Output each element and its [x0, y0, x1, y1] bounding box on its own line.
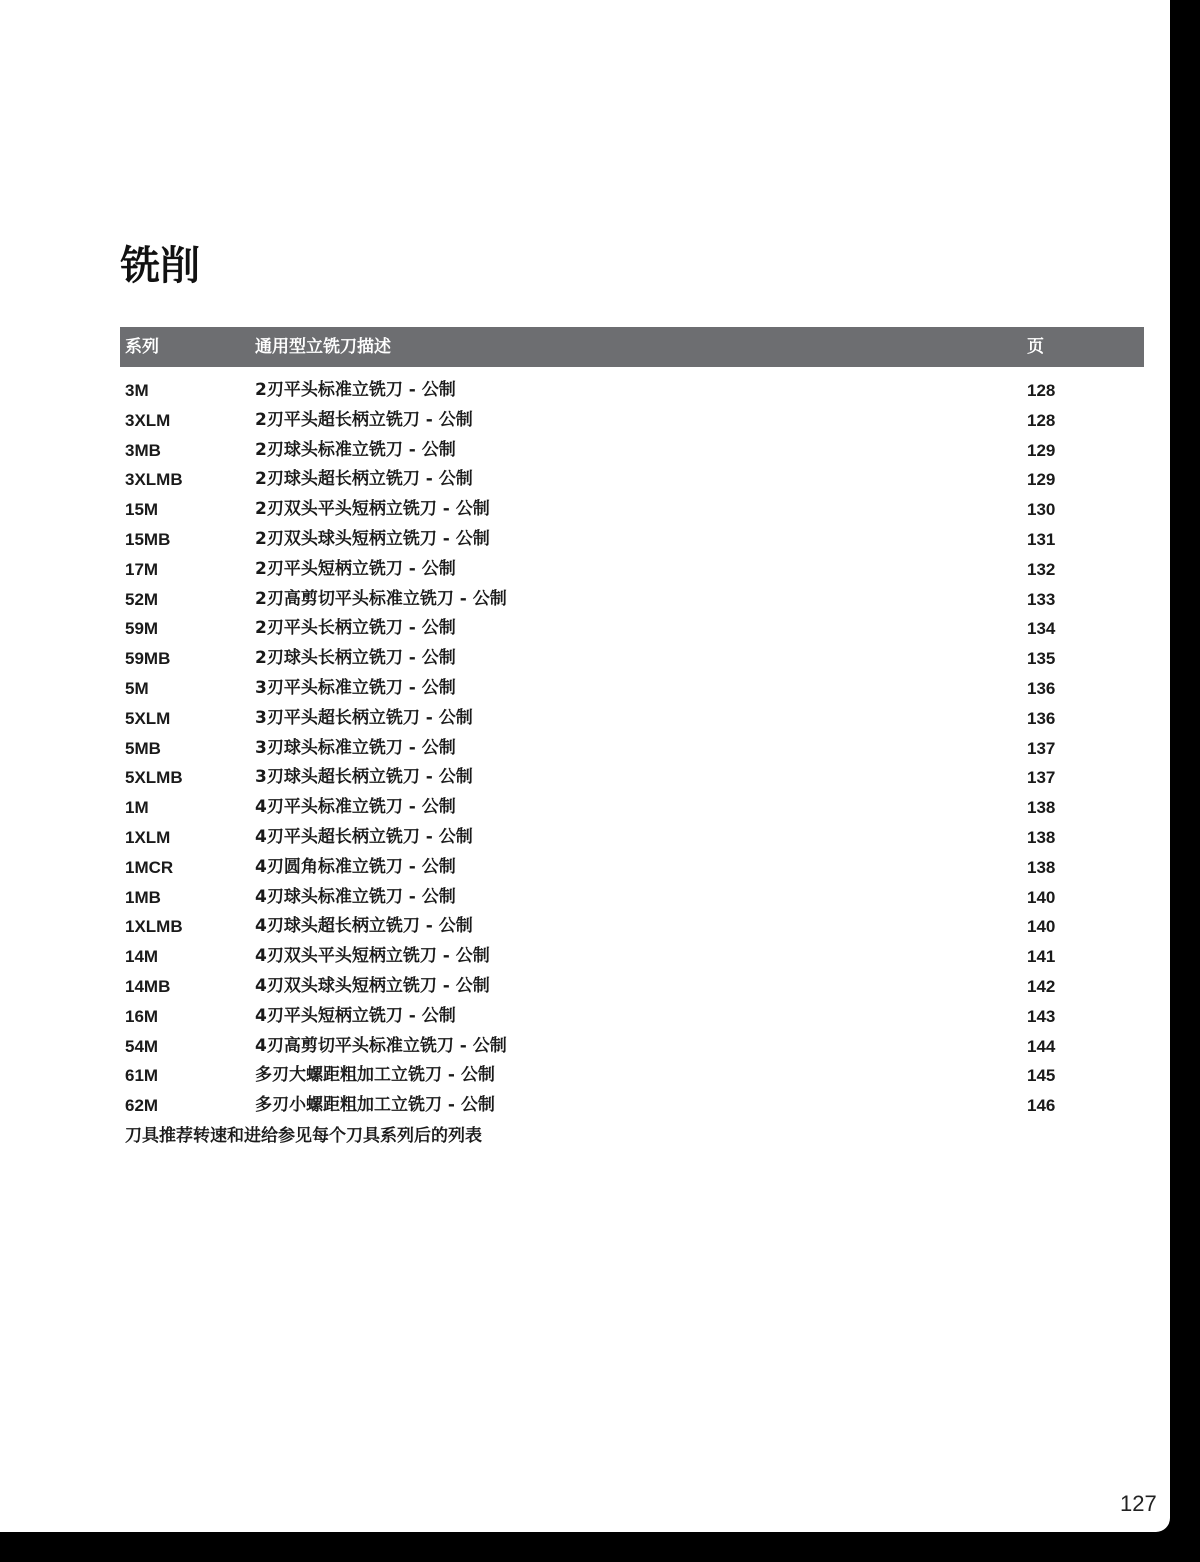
series-page: 137 [1027, 768, 1056, 788]
series-description: 4刃双头球头短柄立铣刀 - 公制 [255, 975, 490, 996]
series-code: 16M [125, 1006, 159, 1026]
table-row [120, 406, 1144, 436]
table-row [120, 853, 1144, 883]
series-code: 5M [125, 678, 149, 698]
series-code: 5XLM [125, 708, 171, 728]
series-page: 132 [1027, 559, 1056, 579]
series-description: 4刃平头标准立铣刀 - 公制 [255, 797, 456, 818]
table-row [120, 436, 1144, 466]
table-row [120, 644, 1144, 674]
series-description: 4刃球头超长柄立铣刀 - 公制 [255, 916, 473, 937]
series-description: 2刃高剪切平头标准立铣刀 - 公制 [255, 588, 507, 609]
header-description: 通用型立铣刀描述 [255, 337, 391, 357]
table-row [120, 555, 1144, 585]
series-code: 17M [125, 559, 159, 579]
series-description: 2刃平头长柄立铣刀 - 公制 [255, 618, 456, 639]
series-code: 1MB [125, 887, 161, 907]
series-page: 141 [1027, 947, 1056, 967]
series-page: 129 [1027, 470, 1056, 490]
series-description: 2刃平头短柄立铣刀 - 公制 [255, 558, 456, 579]
series-page: 128 [1027, 381, 1056, 400]
series-page: 146 [1027, 1096, 1056, 1116]
table-header [120, 327, 1144, 367]
series-description: 2刃双头球头短柄立铣刀 - 公制 [255, 528, 490, 549]
series-description: 4刃圆角标准立铣刀 - 公制 [255, 856, 456, 877]
series-description: 多刃小螺距粗加工立铣刀 - 公制 [255, 1095, 495, 1116]
series-page: 140 [1027, 887, 1056, 907]
table-row [120, 942, 1144, 972]
series-description: 2刃双头平头短柄立铣刀 - 公制 [255, 499, 490, 520]
table-row [120, 585, 1144, 615]
series-description: 4刃平头超长柄立铣刀 - 公制 [255, 826, 473, 847]
series-page: 145 [1027, 1066, 1056, 1086]
table-row [120, 972, 1144, 1002]
series-code: 3XLMB [125, 470, 183, 490]
series-code: 1XLM [125, 827, 171, 847]
table-row [120, 1002, 1144, 1032]
series-code: 14M [125, 947, 159, 967]
series-page: 142 [1027, 976, 1056, 996]
table-row [120, 614, 1144, 644]
table-row [120, 734, 1144, 764]
series-code: 3MB [125, 440, 161, 460]
series-description: 2刃球头标准立铣刀 - 公制 [255, 439, 456, 460]
series-description: 3刃球头超长柄立铣刀 - 公制 [255, 767, 473, 788]
series-description: 4刃双头平头短柄立铣刀 - 公制 [255, 946, 490, 967]
series-page: 138 [1027, 798, 1056, 818]
series-code: 59M [125, 619, 159, 639]
series-code: 1M [125, 798, 149, 818]
table-row [120, 376, 1144, 406]
series-description: 3刃平头标准立铣刀 - 公制 [255, 677, 456, 698]
series-code: 62M [125, 1096, 159, 1116]
series-page: 129 [1027, 440, 1056, 460]
table-row [120, 912, 1144, 942]
series-page: 140 [1027, 917, 1056, 937]
series-description: 4刃球头标准立铣刀 - 公制 [255, 886, 456, 907]
series-page: 136 [1027, 708, 1056, 728]
series-page: 144 [1027, 1036, 1056, 1056]
series-code: 5XLMB [125, 768, 183, 788]
series-description: 4刃高剪切平头标准立铣刀 - 公制 [255, 1035, 507, 1056]
series-code: 59MB [125, 649, 171, 669]
series-code: 3XLM [125, 410, 171, 430]
table-row [120, 525, 1144, 555]
series-description: 3刃球头标准立铣刀 - 公制 [255, 737, 456, 758]
header-series: 系列 [125, 337, 159, 357]
series-code: 3M [125, 381, 149, 400]
table-row [120, 1032, 1144, 1062]
series-page: 137 [1027, 738, 1056, 758]
series-page: 134 [1027, 619, 1056, 639]
series-description: 2刃平头超长柄立铣刀 - 公制 [255, 409, 473, 430]
series-code: 5MB [125, 738, 161, 758]
series-description: 2刃球头长柄立铣刀 - 公制 [255, 648, 456, 669]
series-code: 15MB [125, 529, 171, 549]
series-code: 1XLMB [125, 917, 183, 937]
table-row [120, 495, 1144, 525]
series-description: 3刃平头超长柄立铣刀 - 公制 [255, 707, 473, 728]
page-number: 127 [1120, 1491, 1157, 1516]
table-row [120, 704, 1144, 734]
series-description: 多刃大螺距粗加工立铣刀 - 公制 [255, 1065, 495, 1086]
series-page: 128 [1027, 410, 1056, 430]
series-page: 130 [1027, 500, 1056, 520]
table-row [120, 793, 1144, 823]
table-row [120, 465, 1144, 495]
series-page: 135 [1027, 649, 1056, 669]
series-description: 2刃球头超长柄立铣刀 - 公制 [255, 469, 473, 490]
table-row [120, 1091, 1144, 1121]
series-code: 54M [125, 1036, 159, 1056]
series-page: 138 [1027, 857, 1056, 877]
series-page: 133 [1027, 589, 1056, 609]
series-page: 143 [1027, 1006, 1056, 1026]
table-row [120, 1061, 1144, 1091]
series-page: 138 [1027, 827, 1056, 847]
table-row [120, 823, 1144, 853]
table-row [120, 763, 1144, 793]
series-code: 52M [125, 589, 159, 609]
series-code: 61M [125, 1066, 159, 1086]
series-description: 2刃平头标准立铣刀 - 公制 [255, 380, 456, 400]
page-title: 铣削 [120, 243, 200, 289]
table-row [120, 674, 1144, 704]
table-body [120, 376, 1144, 1121]
series-description: 4刃平头短柄立铣刀 - 公制 [255, 1005, 456, 1026]
footnote: 刀具推荐转速和进给参见每个刀具系列后的列表 [125, 1126, 482, 1146]
header-page: 页 [1027, 337, 1044, 357]
table-row [120, 883, 1144, 913]
series-code: 15M [125, 500, 159, 520]
series-code: 1MCR [125, 857, 174, 877]
series-page: 136 [1027, 678, 1056, 698]
series-code: 14MB [125, 976, 171, 996]
series-page: 131 [1027, 529, 1056, 549]
